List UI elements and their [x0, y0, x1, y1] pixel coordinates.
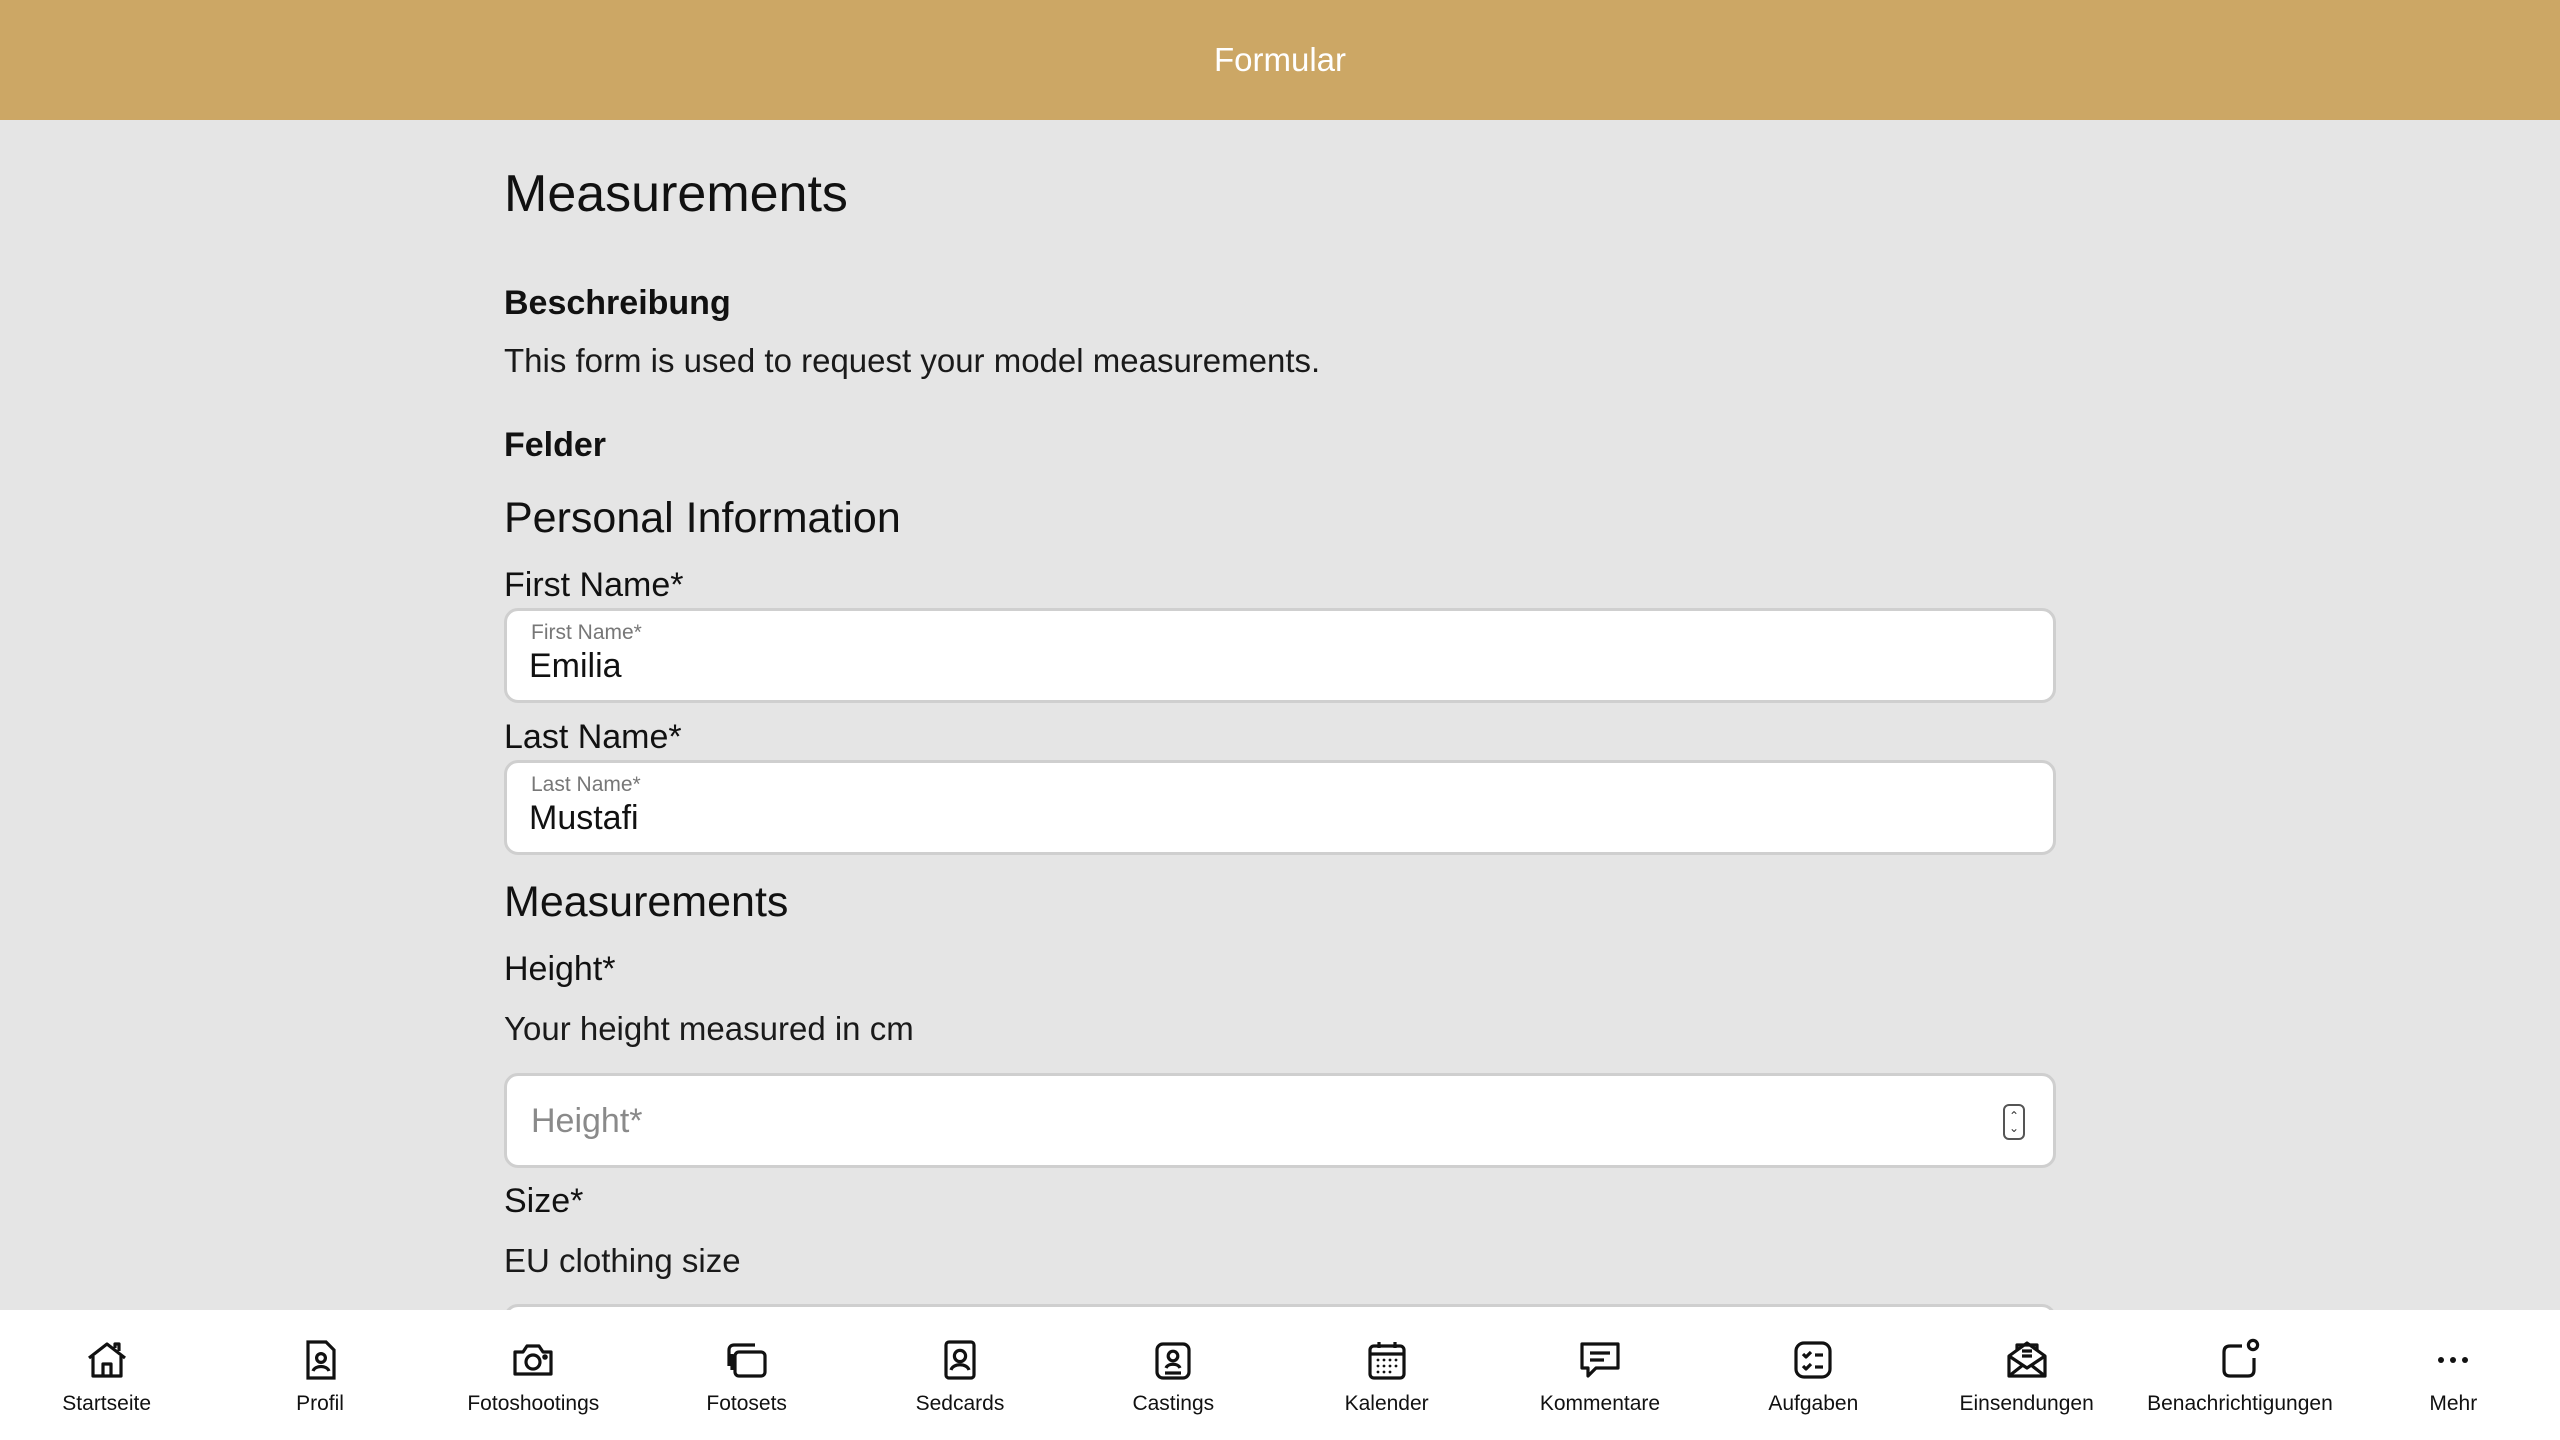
sedcard-icon	[936, 1336, 984, 1384]
form-scroll-area[interactable]	[0, 120, 2560, 1310]
last-name-value[interactable]: Mustafi	[529, 799, 639, 837]
number-stepper-icon[interactable]: ⌃ ⌄	[2003, 1104, 2025, 1140]
profile-icon	[296, 1336, 344, 1384]
size-label: Size*	[504, 1182, 584, 1220]
home-icon	[83, 1336, 131, 1384]
nav-label: Einsendungen	[1959, 1392, 2094, 1415]
first-name-value[interactable]: Emilia	[529, 647, 622, 685]
nav-label: Startseite	[62, 1392, 152, 1415]
first-name-field[interactable]	[504, 608, 2056, 703]
nav-item-einsendungen[interactable]	[1920, 1310, 2133, 1440]
nav-item-startseite[interactable]	[0, 1310, 213, 1440]
first-name-label: First Name*	[504, 566, 684, 604]
nav-label: Fotosets	[706, 1392, 787, 1415]
nav-label: Castings	[1132, 1392, 1215, 1415]
nav-label: Benachrichtigungen	[2147, 1392, 2333, 1415]
height-input[interactable]	[504, 1073, 2056, 1168]
nav-label: Fotoshootings	[467, 1392, 600, 1415]
fields-heading: Felder	[504, 426, 607, 464]
description-heading: Beschreibung	[504, 284, 731, 322]
casting-icon	[1149, 1336, 1197, 1384]
nav-item-kommentare[interactable]	[1493, 1310, 1706, 1440]
nav-item-kalender[interactable]	[1280, 1310, 1493, 1440]
nav-label: Kalender	[1344, 1392, 1429, 1415]
height-help-text: Your height measured in cm	[504, 1010, 914, 1047]
nav-label: Kommentare	[1539, 1392, 1661, 1415]
page-header-title: Formular	[1213, 41, 1347, 78]
height-label: Height*	[504, 950, 616, 988]
section-measurements: Measurements	[504, 878, 789, 926]
first-name-floating-label: First Name*	[531, 621, 642, 644]
nav-item-aufgaben[interactable]	[1707, 1310, 1920, 1440]
last-name-label: Last Name*	[504, 718, 682, 756]
nav-item-mehr[interactable]	[2347, 1310, 2560, 1440]
description-text: This form is used to request your model measurements.	[504, 342, 1321, 379]
section-personal-information: Personal Information	[504, 494, 901, 542]
last-name-field[interactable]	[504, 760, 2056, 855]
nav-label: Profil	[296, 1392, 344, 1415]
comment-icon	[1576, 1336, 1624, 1384]
nav-item-castings[interactable]	[1067, 1310, 1280, 1440]
calendar-icon	[1363, 1336, 1411, 1384]
form-title: Measurements	[504, 165, 848, 223]
nav-item-profil[interactable]	[213, 1310, 426, 1440]
nav-item-benachrichtigungen[interactable]	[2133, 1310, 2346, 1440]
nav-label: Mehr	[2429, 1392, 2478, 1415]
bottom-navigation	[0, 1310, 2560, 1440]
nav-item-fotoshootings[interactable]	[427, 1310, 640, 1440]
height-placeholder: Height*	[531, 1102, 643, 1140]
top-app-bar	[0, 0, 2560, 120]
nav-item-sedcards[interactable]	[853, 1310, 1066, 1440]
photosets-icon	[723, 1336, 771, 1384]
camera-icon	[509, 1336, 557, 1384]
last-name-floating-label: Last Name*	[531, 773, 641, 796]
size-help-text: EU clothing size	[504, 1242, 741, 1279]
notification-icon	[2216, 1336, 2264, 1384]
tasks-icon	[1789, 1336, 1837, 1384]
nav-label: Aufgaben	[1768, 1392, 1859, 1415]
nav-item-fotosets[interactable]	[640, 1310, 853, 1440]
mail-icon	[2003, 1336, 2051, 1384]
nav-label: Sedcards	[915, 1392, 1005, 1415]
more-icon	[2429, 1336, 2477, 1384]
